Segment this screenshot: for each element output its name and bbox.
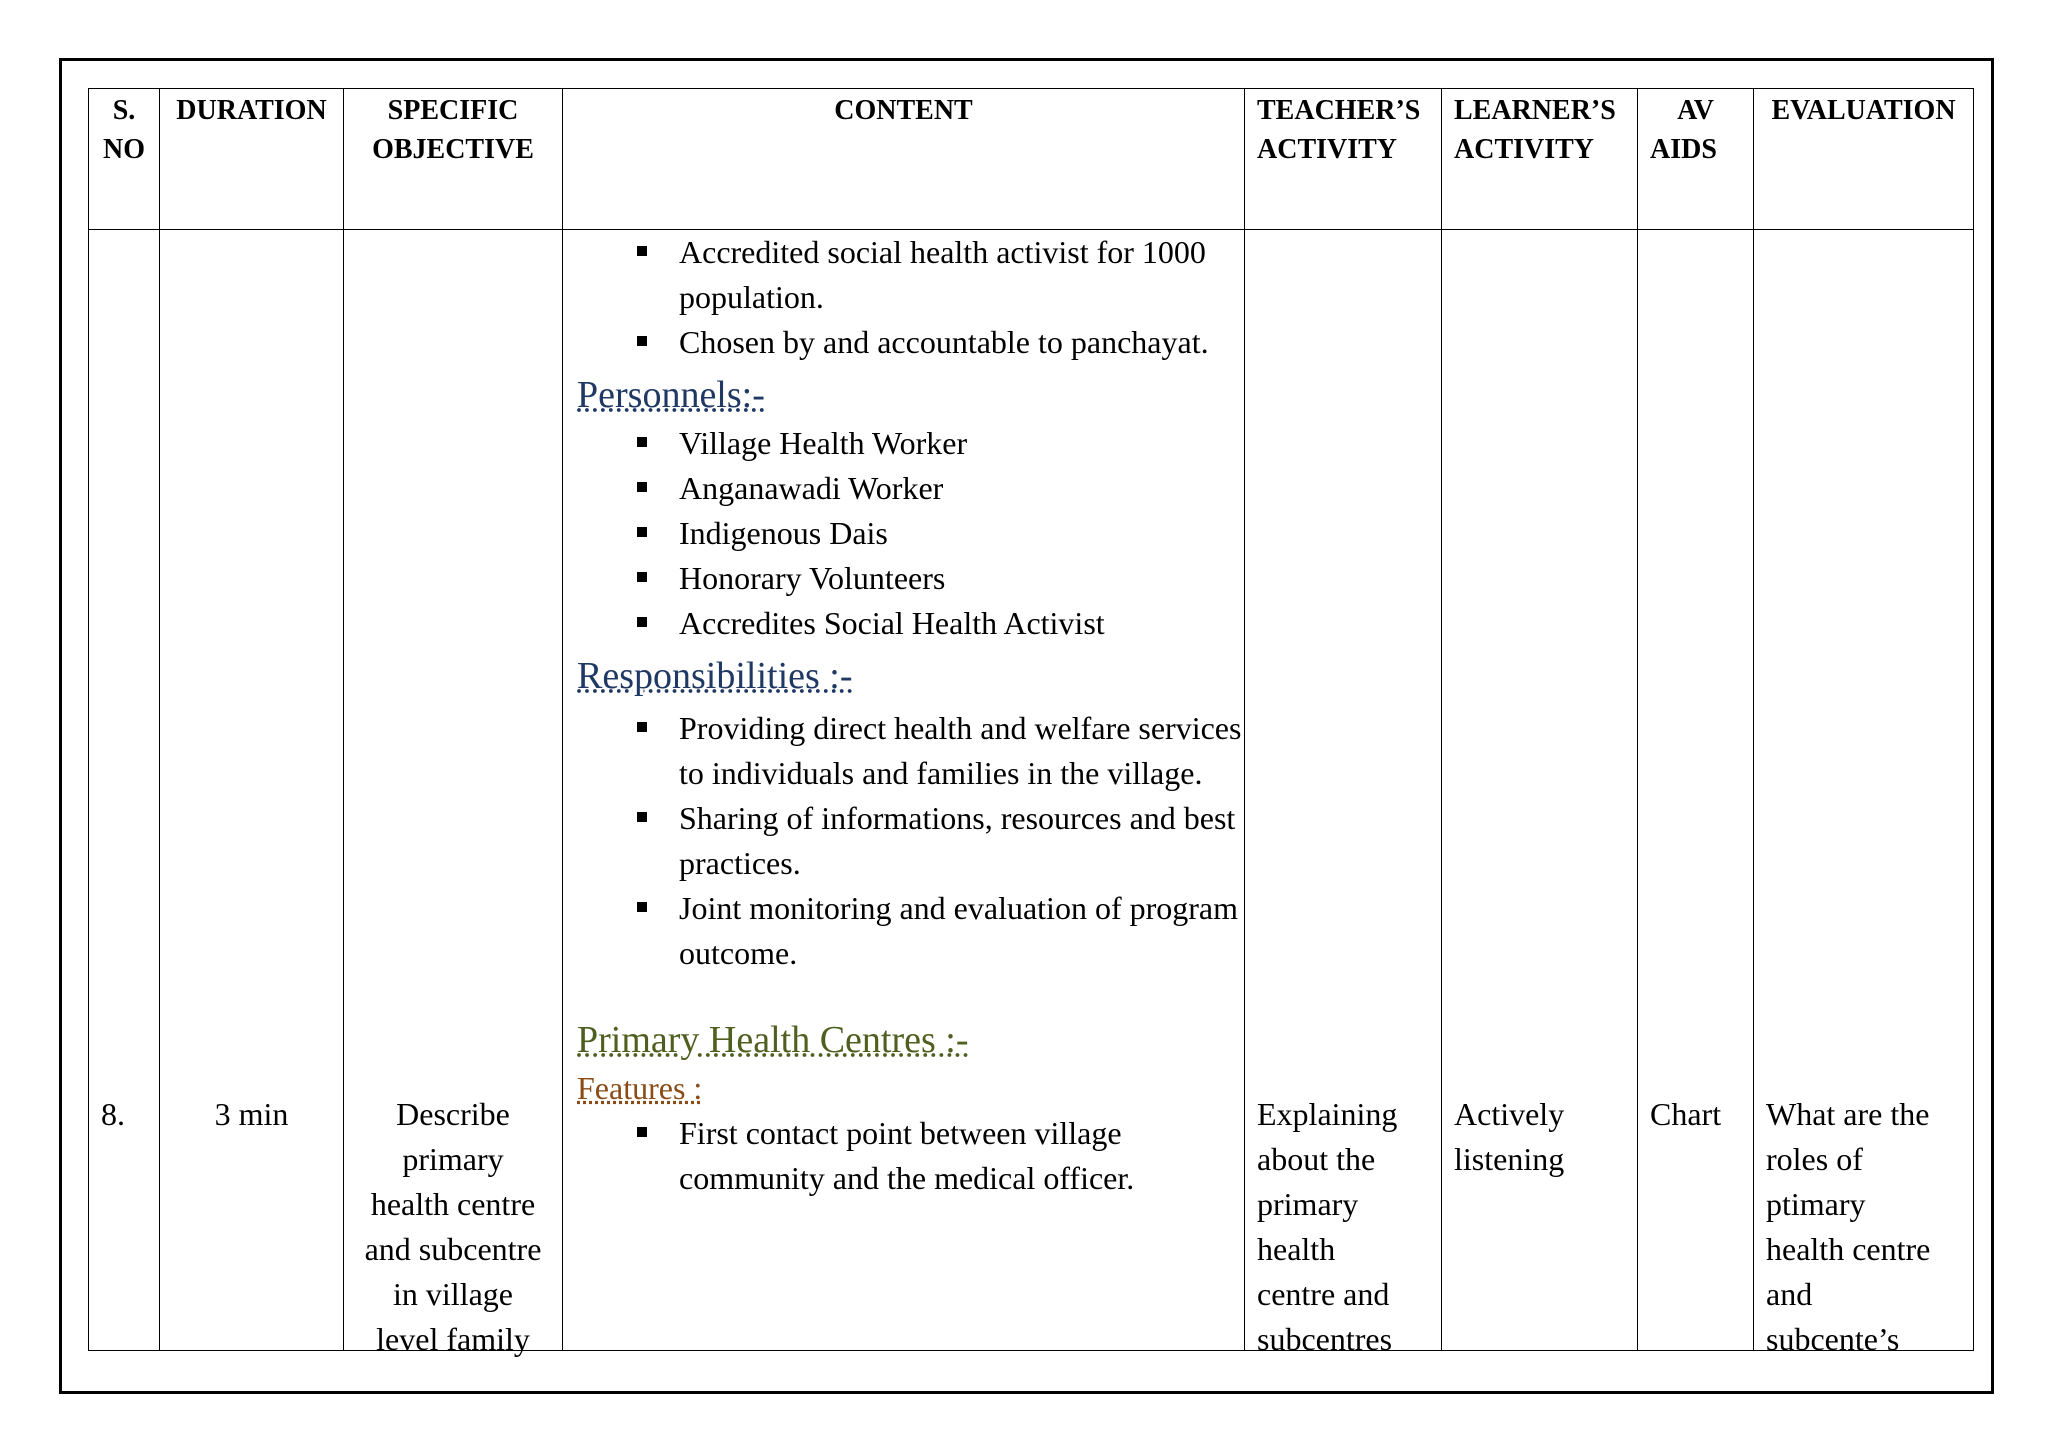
duration-cell (160, 230, 344, 1351)
header-teachers-activity: TEACHER’S ACTIVITY (1245, 89, 1442, 230)
responsibilities-list (577, 706, 1244, 976)
evaluation-text: What are the roles of ptimary health centre and subcente’s (1766, 1096, 1931, 1357)
features-heading: Features : (577, 1070, 703, 1106)
row-number: 8. (101, 1096, 125, 1132)
header-sno: S. NO (89, 89, 160, 230)
table-row (89, 230, 1974, 1351)
features-list (577, 1111, 1244, 1201)
list-item: Accredited social health activist for 1000 population. (637, 230, 1244, 320)
header-row (89, 89, 1974, 230)
teacher-activity-text: Explaining about the primary health centre and subcentres (1257, 1096, 1398, 1357)
personnels-list (577, 421, 1244, 646)
header-duration: DURATION (160, 89, 344, 230)
av-aids-text: Chart (1650, 1096, 1722, 1132)
list-item: Providing direct health and welfare services to individuals and families in the village. (637, 706, 1244, 796)
av-aids-cell (1638, 230, 1754, 1351)
header-learners-activity: LEARNER’S ACTIVITY (1442, 89, 1638, 230)
header-content: CONTENT (563, 89, 1245, 230)
learner-activity-cell (1442, 230, 1638, 1351)
objective-text: Describe primary health centre and subcentre in village level family (364, 1096, 542, 1357)
list-item: Anganawadi Worker (637, 466, 1244, 511)
sno-cell (89, 230, 160, 1351)
list-item: Sharing of informations, resources and best practices. (637, 796, 1244, 886)
list-item: Indigenous Dais (637, 511, 1244, 556)
evaluation-cell (1754, 230, 1974, 1357)
learner-activity-text: Actively listening (1454, 1096, 1565, 1177)
content-cell (563, 230, 1245, 1351)
list-item: Honorary Volunteers (637, 556, 1244, 601)
duration-value: 3 min (214, 1096, 289, 1132)
asha-list (577, 230, 1244, 365)
header-specific-objective: SPECIFIC OBJECTIVE (344, 89, 563, 230)
list-item: Chosen by and accountable to panchayat. (637, 320, 1244, 365)
list-item: Village Health Worker (637, 421, 1244, 466)
lesson-plan-table (88, 88, 1974, 1357)
header-av-aids: AV AIDS (1638, 89, 1754, 230)
header-evaluation: EVALUATION (1754, 89, 1974, 230)
list-item: Joint monitoring and evaluation of program outcome. (637, 886, 1244, 976)
phc-heading: Primary Health Centres :- (577, 1019, 969, 1061)
responsibilities-heading: Responsibilities :- (577, 655, 853, 697)
teacher-activity-cell (1245, 230, 1442, 1357)
list-item: Accredites Social Health Activist (637, 601, 1244, 646)
objective-cell (344, 230, 563, 1357)
personnels-heading: Personnels:- (577, 374, 765, 416)
list-item: First contact point between village community and the medical officer. (637, 1111, 1244, 1201)
